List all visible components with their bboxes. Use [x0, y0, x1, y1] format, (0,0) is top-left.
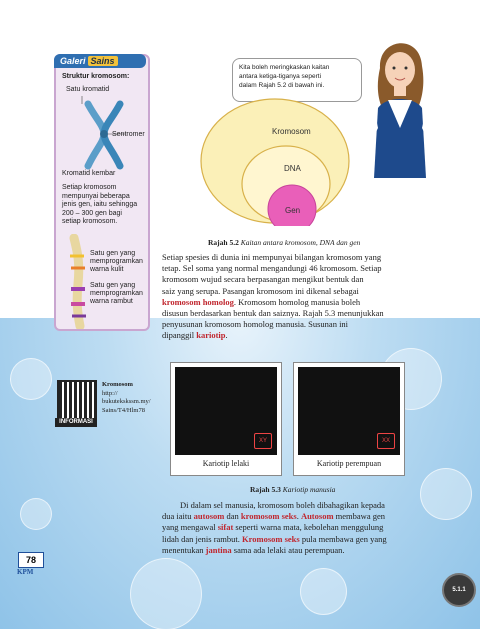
para-line: dua iaitu autosom dan kromosom seks. Autosom membawa gen: [162, 511, 385, 522]
gene-skin-line: memprogramkan: [90, 258, 143, 265]
qr-code[interactable]: [57, 380, 97, 420]
speech-line: antara ketiga-tiganya seperti: [239, 73, 322, 80]
label-satu-kromatid: Satu kromatid: [66, 86, 110, 93]
para-line: yang mengawal sifat seperti warna mata, kebolehan menggulung: [162, 522, 384, 533]
term-kromosom-seks: kromosom seks: [240, 511, 297, 522]
term-kromosom-homolog: kromosom homolog: [162, 296, 234, 307]
page-number: 78: [18, 552, 44, 568]
para-line: kromosom homolog. Kromosom homolog manusia boleh: [162, 296, 361, 307]
sidebar-description: [62, 184, 137, 227]
sidebar-heading: Struktur kromosom:: [62, 73, 130, 80]
label-kromatid-kembar: Kromatid kembar: [62, 170, 116, 177]
bubble-decoration: [20, 498, 52, 530]
gene-hair-line: memprogramkan: [90, 290, 143, 297]
info-link-line[interactable]: Sains/T4/Hlm78: [102, 406, 145, 414]
desc-line: mempunyai beberapa: [62, 192, 130, 200]
para-line: menentukan jantina sama ada lelaki atau perempuan.: [162, 544, 345, 555]
para-line: saiz yang serupa. Pasangan kromosom ini dikenal sebagai: [162, 285, 359, 296]
label-kromosom: Kromosom: [272, 127, 311, 136]
speech-line: dalam Rajah 5.2 di bawah ini.: [239, 82, 325, 89]
term-autosom: autosom: [193, 511, 225, 522]
student-character-illustration: [360, 28, 440, 178]
gene-hair-line: warna rambut: [90, 298, 133, 305]
bubble-decoration: [130, 558, 202, 630]
section-badge: 5.1.1: [442, 573, 476, 607]
tag-sains: Sains: [88, 56, 118, 66]
para-line: Di dalam sel manusia, kromosom boleh dibahagikan kepada: [180, 500, 385, 510]
karyotype-male-image: [175, 367, 277, 455]
label-dna: DNA: [284, 164, 301, 173]
sex-chromosome-xy: XY: [254, 433, 272, 449]
info-link-block: [102, 381, 151, 415]
bubble-decoration: [420, 468, 472, 520]
desc-line: Setiap kromosom: [62, 184, 117, 191]
karyotype-male-label: Kariotip lelaki: [202, 459, 250, 468]
paragraph-karyotype: [162, 252, 424, 342]
term-jantina: jantina: [205, 544, 232, 555]
info-link-line[interactable]: http://: [102, 389, 118, 397]
caption-number: Rajah 5.2: [208, 238, 239, 247]
galeri-sains-tag: [54, 54, 146, 68]
paragraph-autosom: [162, 500, 424, 556]
gene-skin-line: warna kulit: [90, 266, 124, 273]
para-line: penyusunan kromosom homolog manusia. Susunan ini: [162, 319, 349, 330]
term-autosom: Autosom: [300, 511, 334, 522]
karyotype-female-image: [298, 367, 400, 455]
term-kromosom-seks: Kromosom seks: [242, 533, 300, 544]
gene-hair-line: Satu gen yang: [90, 282, 136, 289]
gene-hair-label: [90, 282, 143, 306]
speech-line: Kita boleh meringkaskan kaitan: [239, 64, 330, 71]
para-line: lidah dan jenis rambut. Kromosom seks pula membawa gen yang: [162, 533, 387, 544]
info-link-line[interactable]: bukutekskssm.my/: [102, 398, 151, 405]
figure-5-3-caption: [250, 485, 335, 494]
tag-galeri: Galeri: [60, 56, 86, 66]
gene-skin-label: [90, 250, 143, 274]
desc-line: 200 – 300 gen bagi: [62, 209, 122, 217]
karyotype-female-card: [293, 362, 405, 476]
term-kariotip: kariotip: [196, 330, 226, 341]
informasi-badge: INFORMASI: [55, 418, 97, 427]
caption-text: Kariotip manusia: [282, 485, 336, 494]
galeri-sains-box: [54, 54, 150, 331]
sex-chromosome-xx: XX: [377, 433, 395, 449]
caption-number: Rajah 5.3: [250, 485, 281, 494]
para-line: tetap. Sel soma yang normal mengandungi 46 kromosom. Setiap: [162, 263, 382, 274]
info-title: Kromosom: [102, 381, 133, 388]
chromosome-dna-gene-diagram: [200, 96, 350, 226]
para-line: dipanggil kariotip.: [162, 330, 228, 341]
karyotype-female-label: Kariotip perempuan: [316, 459, 382, 468]
para-line: kromosom wujud secara berpasangan mengikut bentuk dan: [162, 274, 364, 285]
label-sentromer: Sentromer: [112, 131, 145, 138]
desc-line: jenis gen, iaitu sehingga: [62, 201, 138, 208]
bubble-decoration: [300, 568, 347, 615]
desc-line: setiap kromosom.: [62, 218, 118, 225]
karyotype-male-card: [170, 362, 282, 476]
para-line: Setiap spesies di dunia ini mempunyai bilangan kromosom yang: [162, 252, 382, 262]
label-gen: Gen: [285, 206, 301, 215]
figure-5-2-caption: [208, 238, 360, 247]
bubble-decoration: [10, 358, 52, 400]
term-sifat: sifat: [217, 522, 234, 533]
caption-text: Kaitan antara kromosom, DNA dan gen: [240, 238, 361, 247]
gene-skin-line: Satu gen yang: [90, 250, 136, 257]
publisher-label: KPM: [17, 568, 34, 576]
para-line: disusun berdasarkan bentuk dan saiznya. Rajah 5.3 menunjukkan: [162, 308, 384, 319]
